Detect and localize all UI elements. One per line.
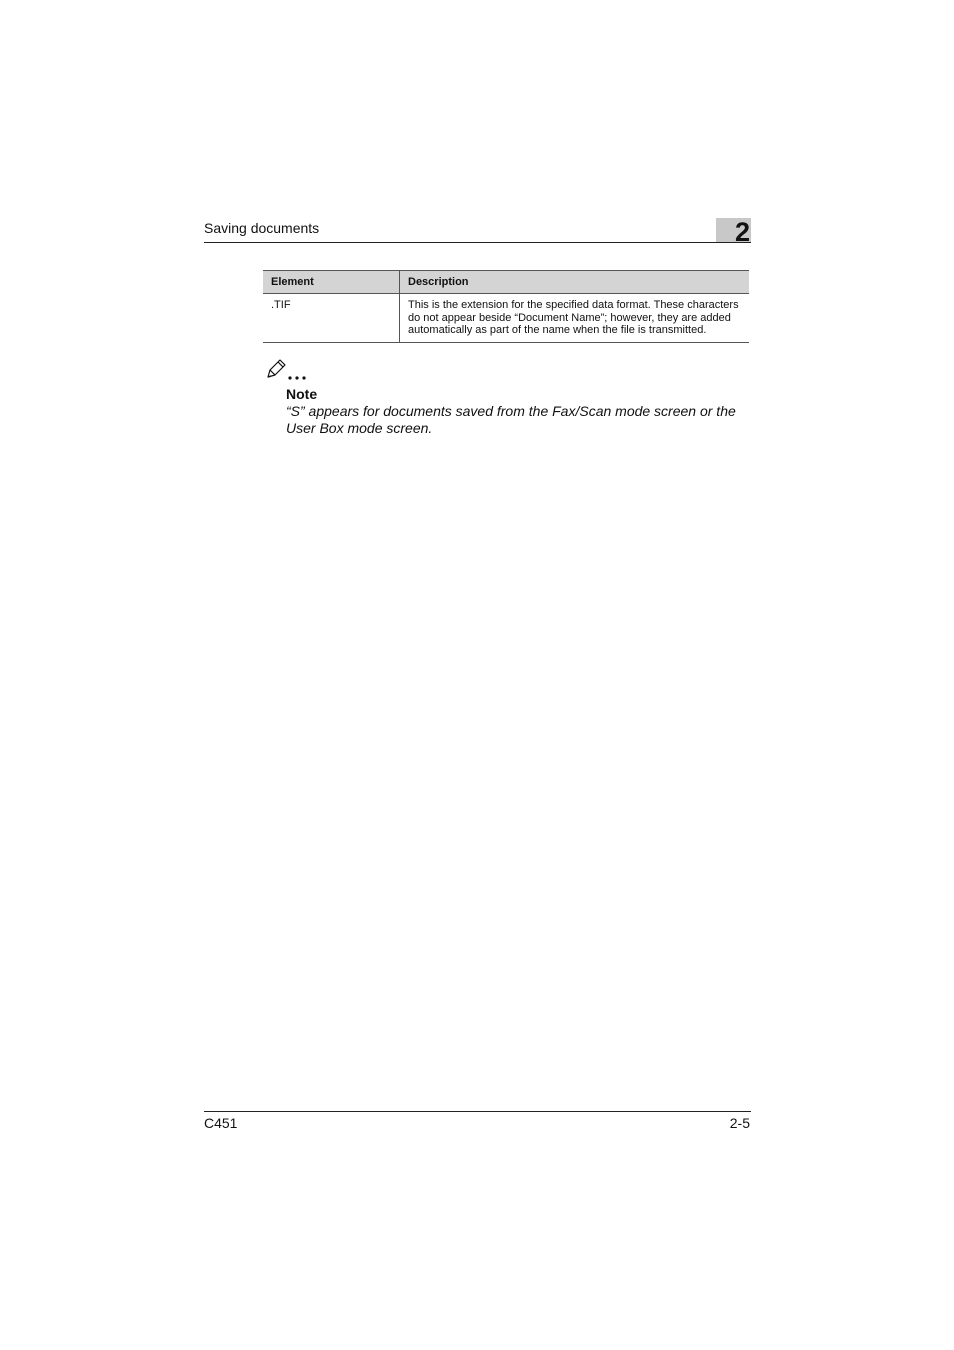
- column-header-element: Element: [263, 271, 400, 294]
- column-header-description: Description: [400, 271, 750, 294]
- element-description-table: [263, 270, 749, 343]
- footer-model: C451: [204, 1115, 238, 1131]
- table-cell-description: This is the extension for the specified data format. These characters do not appear beside “Document Name”; however, they are added automatically as part of the name when the file is transmitted.: [400, 294, 750, 343]
- footer-rule: [204, 1111, 751, 1112]
- header-rule: [204, 242, 751, 243]
- table-cell-element: .TIF: [263, 294, 400, 343]
- chapter-tab: [716, 217, 751, 247]
- note-text: “S” appears for documents saved from the Fax/Scan mode screen or the User Box mode screen.: [286, 403, 736, 436]
- table-row: [263, 294, 749, 343]
- running-header-title: Saving documents: [204, 220, 320, 236]
- chapter-number: 2: [734, 217, 750, 247]
- table-header-row: [263, 271, 749, 294]
- footer-page-number: 2-5: [729, 1115, 750, 1131]
- pencil-note-icon: [264, 357, 310, 383]
- note-heading: Note: [286, 386, 318, 402]
